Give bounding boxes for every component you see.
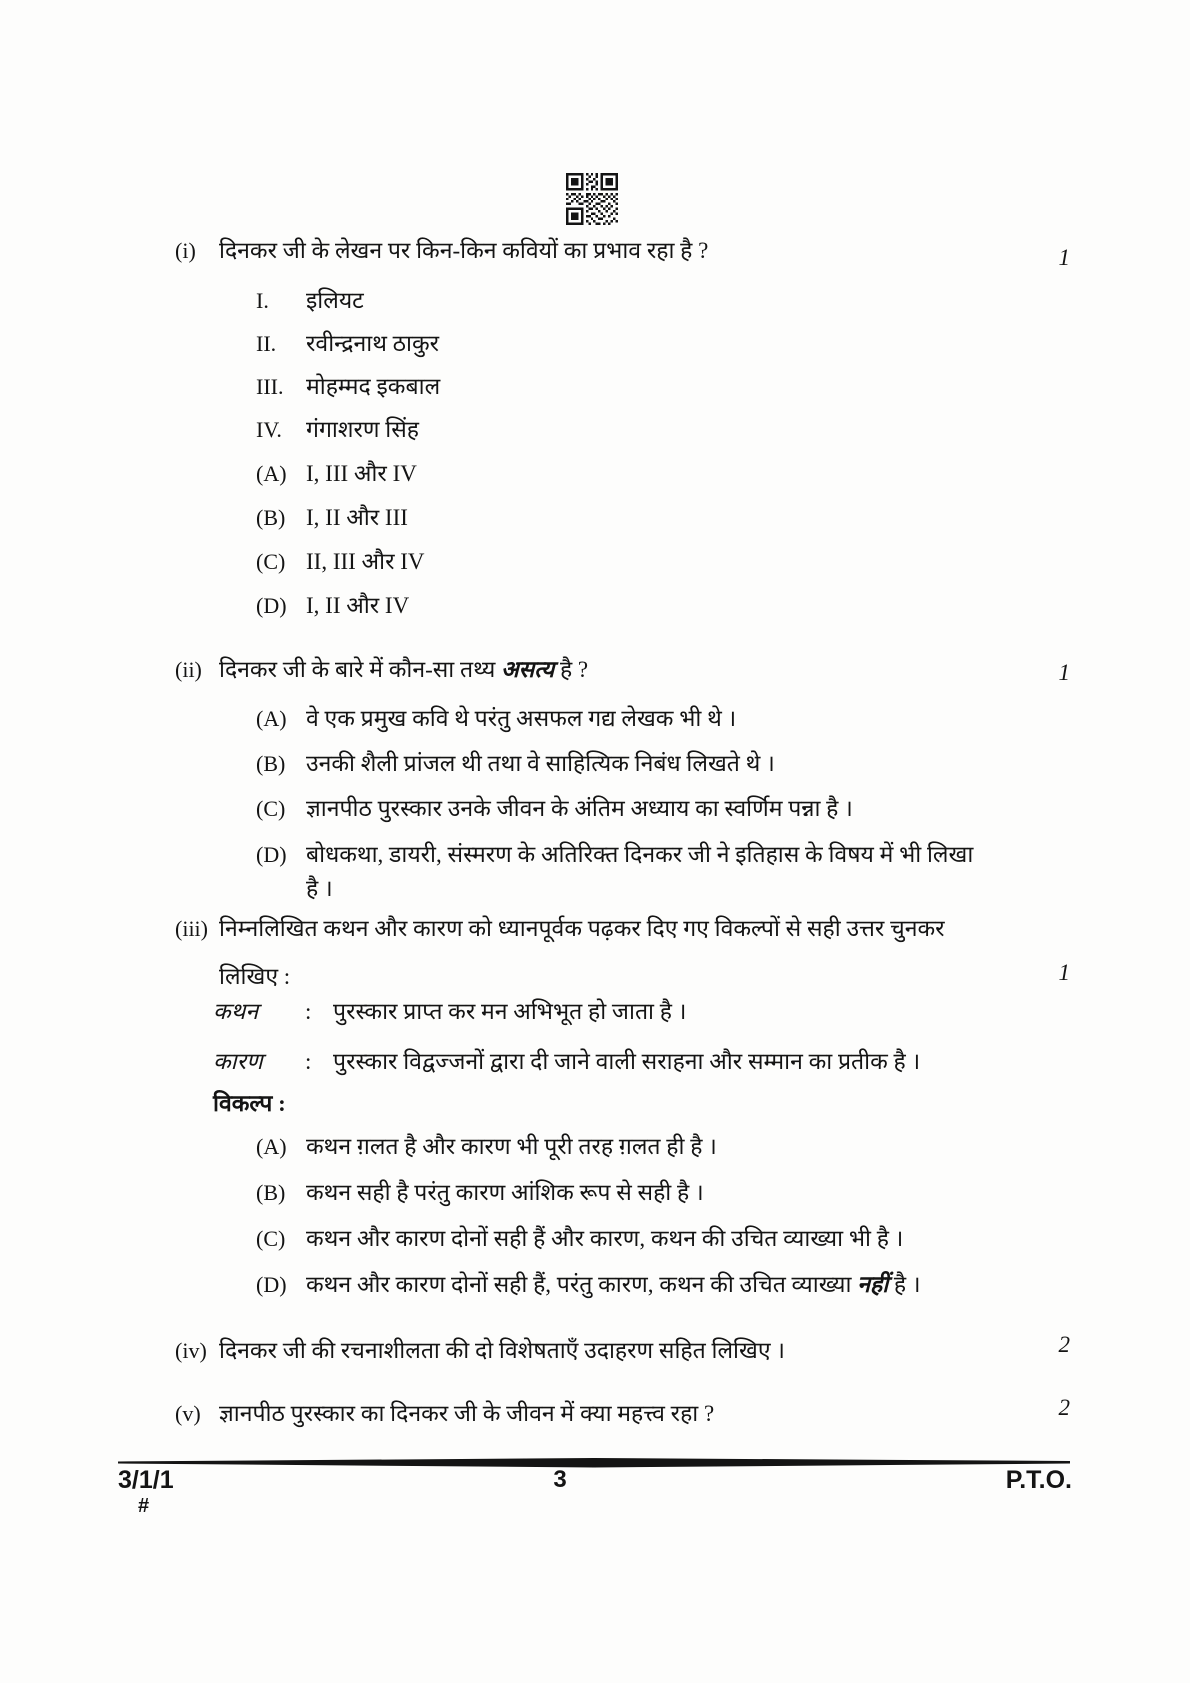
question-ii-number: (ii) <box>175 657 202 682</box>
option-row-b <box>256 1176 1006 1210</box>
option-label: (A) <box>256 706 287 731</box>
question-iii <box>175 905 1049 1001</box>
assertion-row <box>213 995 1023 1029</box>
option-text: उनकी शैली प्रांजल थी तथा वे साहित्यिक निबंध लिखते थे । <box>306 751 775 776</box>
list-item <box>256 370 1006 404</box>
option-label: (B) <box>256 751 286 776</box>
question-v-text: ज्ञानपीठ पुरस्कार का दिनकर जी के जीवन में क्या महत्त्व रहा ? <box>219 1401 715 1426</box>
option-text-post: है । <box>888 1272 921 1297</box>
item-text: रवीन्द्रनाथ ठाकुर <box>306 331 440 356</box>
option-text <box>306 1268 1006 1302</box>
question-iii-text <box>219 905 1049 1001</box>
option-row-a <box>256 457 1006 491</box>
option-text: कथन सही है परंतु कारण आंशिक रूप से सही है । <box>306 1180 704 1205</box>
option-text-line1: बोधकथा, डायरी, संस्मरण के अतिरिक्त दिनकर जी ने इतिहास के विषय में भी लिखा <box>306 842 974 867</box>
assertion-label: कथन <box>213 999 259 1024</box>
paper-code: 3/1/1 <box>118 1466 174 1494</box>
option-label: (A) <box>256 1134 287 1159</box>
question-ii-text-post: है ? <box>554 657 589 682</box>
options-heading: विकल्प : <box>213 1091 286 1116</box>
question-iv <box>175 1334 1029 1368</box>
option-label: (B) <box>256 505 286 530</box>
question-ii-marks: 1 <box>1058 660 1070 685</box>
option-row-b <box>256 501 1006 535</box>
option-row-d <box>256 589 1006 623</box>
option-label: (C) <box>256 796 286 821</box>
assertion-colon: : <box>305 999 312 1024</box>
option-text: I, II और III <box>306 505 408 530</box>
option-text: वे एक प्रमुख कवि थे परंतु असफल गद्य लेखक भी थे । <box>306 706 737 731</box>
reason-text: पुरस्कार विद्वज्जनों द्वारा दी जाने वाली सराहना और सम्मान का प्रतीक है । <box>333 1049 921 1074</box>
question-v-marks: 2 <box>1058 1395 1070 1420</box>
option-text <box>306 838 1006 906</box>
list-item <box>256 327 1006 361</box>
item-label: III. <box>256 374 284 399</box>
question-iv-marks: 2 <box>1058 1332 1070 1357</box>
question-i-text: दिनकर जी के लेखन पर किन-किन कवियों का प्रभाव रहा है ? <box>219 238 709 263</box>
reason-colon: : <box>305 1049 312 1074</box>
question-iii-text-line2: लिखिए : <box>219 964 291 989</box>
option-row-a <box>256 1130 1006 1164</box>
question-i-number: (i) <box>175 238 196 263</box>
option-text: II, III और IV <box>306 549 425 574</box>
option-row-c <box>256 1222 1006 1256</box>
item-label: I. <box>256 288 269 313</box>
question-iv-text: दिनकर जी की रचनाशीलता की दो विशेषताएँ उदाहरण सहित लिखिए । <box>219 1338 786 1363</box>
item-label: II. <box>256 331 277 356</box>
option-label: (B) <box>256 1180 286 1205</box>
list-item <box>256 284 1006 318</box>
question-iii-number: (iii) <box>175 916 208 941</box>
option-row-b <box>256 747 1006 781</box>
option-row-d <box>256 1268 1006 1302</box>
option-text: ज्ञानपीठ पुरस्कार उनके जीवन के अंतिम अध्याय का स्वर्णिम पन्ना है । <box>306 796 853 821</box>
assertion-text: पुरस्कार प्राप्त कर मन अभिभूत हो जाता है । <box>333 999 687 1024</box>
option-row-a <box>256 702 1006 736</box>
qr-code-icon <box>566 173 618 230</box>
option-row-c <box>256 545 1006 579</box>
option-text: I, II और IV <box>306 593 410 618</box>
item-label: IV. <box>256 417 282 442</box>
question-ii-text-pre: दिनकर जी के बारे में कौन-सा तथ्य <box>219 657 502 682</box>
question-ii <box>175 653 1029 687</box>
option-label: (A) <box>256 461 287 486</box>
question-i-marks: 1 <box>1058 245 1070 270</box>
question-v-number: (v) <box>175 1401 201 1426</box>
page-number: 3 <box>553 1466 567 1493</box>
reason-label: कारण <box>213 1049 263 1074</box>
paper-code-hash: # <box>138 1495 150 1517</box>
pto-label: P.T.O. <box>1005 1466 1072 1494</box>
option-text-line2: है । <box>306 876 333 901</box>
option-text: कथन ग़लत है और कारण भी पूरी तरह ग़लत ही है । <box>306 1134 717 1159</box>
option-text: I, III और IV <box>306 461 417 486</box>
option-label: (C) <box>256 549 286 574</box>
item-text: गंगाशरण सिंह <box>306 417 419 442</box>
option-text-pre: कथन और कारण दोनों सही हैं, परंतु कारण, कथन की उचित व्याख्या <box>306 1272 858 1297</box>
question-v <box>175 1397 1029 1431</box>
option-row-d <box>256 838 1006 906</box>
item-text: मोहम्मद इकबाल <box>306 374 441 399</box>
option-label: (D) <box>256 593 287 618</box>
question-iii-text-line1: निम्नलिखित कथन और कारण को ध्यानपूर्वक पढ़कर दिए गए विकल्पों से सही उत्तर चुनकर <box>219 916 945 941</box>
reason-row <box>213 1045 1023 1079</box>
option-text: कथन और कारण दोनों सही हैं और कारण, कथन की उचित व्याख्या भी है । <box>306 1226 904 1251</box>
option-label: (D) <box>256 1272 287 1297</box>
option-label: (D) <box>256 842 287 867</box>
option-text-emphasis: नहीं <box>857 1272 889 1297</box>
question-ii-text <box>219 653 1029 687</box>
option-row-c <box>256 792 1006 826</box>
question-ii-text-emphasis: असत्य <box>501 657 555 682</box>
question-iii-marks: 1 <box>1058 960 1070 985</box>
list-item <box>256 413 1006 447</box>
question-iv-number: (iv) <box>175 1338 207 1363</box>
item-text: इलियट <box>306 288 364 313</box>
option-label: (C) <box>256 1226 286 1251</box>
question-i <box>175 234 1029 268</box>
